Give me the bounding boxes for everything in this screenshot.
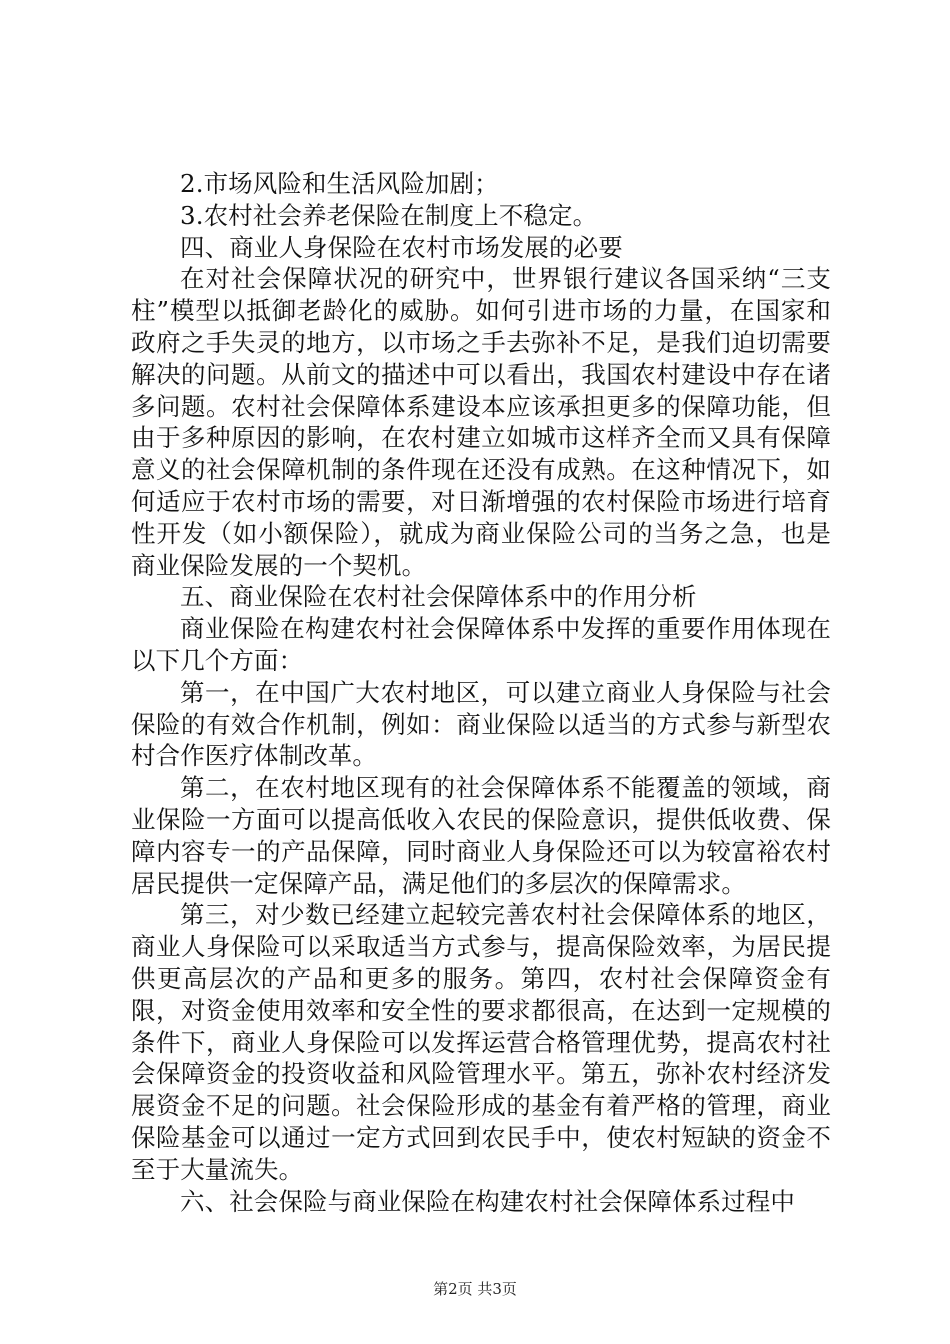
body-paragraph: 第二，在农村地区现有的社会保障体系不能覆盖的领域，商业保险一方面可以提高低收入农民的保险意识，提供低收费、保障内容专一的产品保障，同时商业人身保险还可以为较富裕农村居民提供一定保障产品，满足他们的多层次的保障需求。 — [131, 773, 831, 898]
body-paragraph: 商业保险在构建农村社会保障体系中发挥的重要作用体现在以下几个方面： — [131, 614, 831, 675]
body-paragraph: 第一，在中国广大农村地区，可以建立商业人身保险与社会保险的有效合作机制，例如：商业保险以适当的方式参与新型农村合作医疗体制改革。 — [131, 677, 831, 771]
page-number-footer: 第2页 共3页 — [433, 1280, 517, 1298]
body-paragraph: 在对社会保障状况的研究中，世界银行建议各国采纳“三支柱”模型以抵御老龄化的威胁。如何引进市场的力量，在国家和政府之手失灵的地方，以市场之手去弥补不足，是我们迫切需要解决的问题。从前文的描述中可以看出，我国农村建设中存在诸多问题。农村社会保障体系建设本应该承担更多的保障功能，但由于多种原因的影响，在农村建立如城市这样齐全而又具有保障意义的社会保障机制的条件现在还没有成熟。在这种情况下，如何适应于农村市场的需要，对日渐增强的农村保险市场进行培育性开发（如小额保险），就成为商业保险公司的当务之急，也是商业保险发展的一个契机。 — [131, 264, 831, 580]
list-item-2: 2.市场风险和生活风险加剧； — [180, 169, 499, 198]
section-heading-5: 五、商业保险在农村社会保障体系中的作用分析 — [180, 582, 697, 612]
section-heading-6: 六、社会保险与商业保险在构建农村社会保障体系过程中 — [180, 1186, 795, 1216]
document-body — [131, 168, 831, 1217]
section-heading-4: 四、商业人身保险在农村市场发展的必要 — [180, 232, 623, 262]
body-paragraph: 第三，对少数已经建立起较完善农村社会保障体系的地区，商业人身保险可以采取适当方式参与，提高保险效率，为居民提供更高层次的产品和更多的服务。第四，农村社会保障资金有限，对资金使用效率和安全性的要求都很高，在达到一定规模的条件下，商业人身保险可以发挥运营合格管理优势，提高农村社会保障资金的投资收益和风险管理水平。第五，弥补农村经济发展资金不足的问题。社会保险形成的基金有着严格的管理，商业保险基金可以通过一定方式回到农民手中，使农村短缺的资金不至于大量流失。 — [131, 900, 831, 1184]
list-item-3: 3.农村社会养老保险在制度上不稳定。 — [180, 200, 598, 230]
